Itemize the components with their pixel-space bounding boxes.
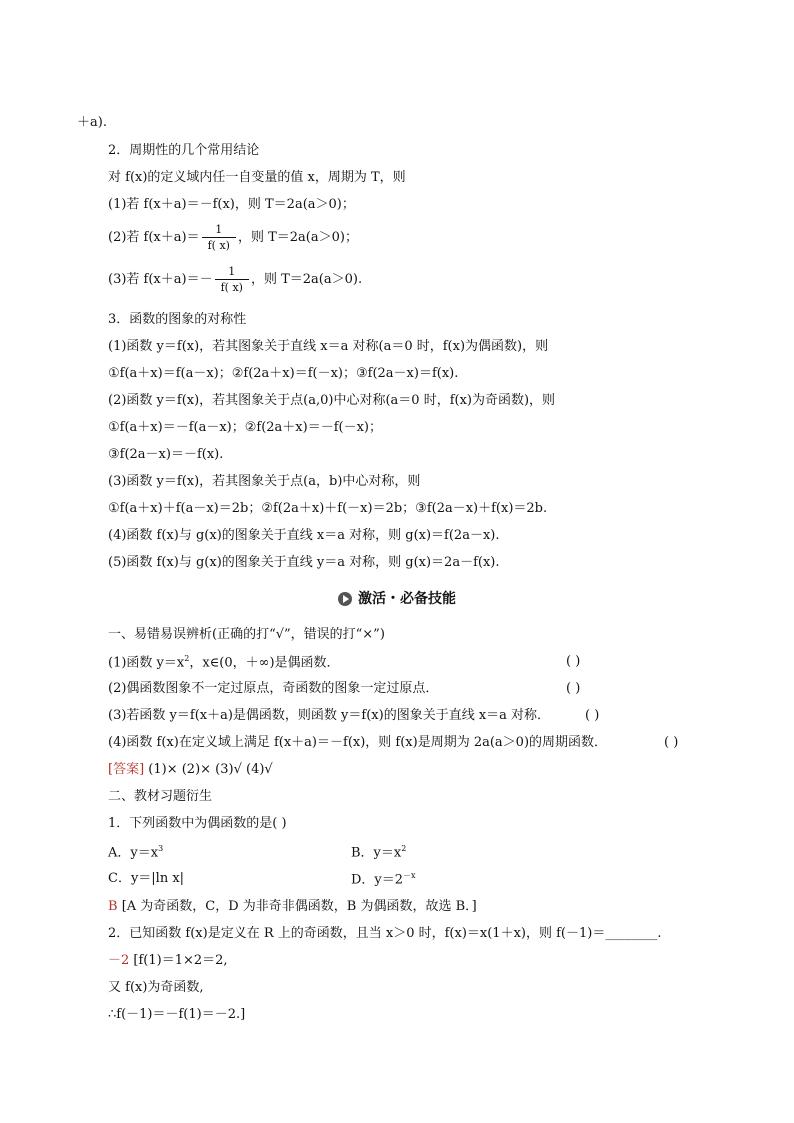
question-line — [108, 655, 340, 669]
answer-label: [答案] — [108, 762, 145, 777]
answer-blank: ( ) — [585, 708, 600, 723]
answer-letter: B — [108, 899, 118, 914]
question-line: 2．已知函数 f(x)是定义在 R 上的奇函数，且当 x＞0 时，f(x)＝x(1＋x)，则 f(－1)＝________. — [108, 926, 662, 941]
question-line: (3)若函数 y＝f(x＋a)是偶函数，则函数 y＝f(x)的图象关于直线 x＝a 对称． — [108, 708, 551, 723]
fraction-line — [108, 224, 358, 251]
part-title: 一、易错易误辨析(正确的打“√”，错误的打“×”) — [108, 627, 385, 642]
answer-line — [108, 954, 228, 967]
answer-line: ∴f(－1)＝－f(1)＝－2.] — [108, 1007, 246, 1022]
answer-line — [108, 763, 273, 776]
text-line: (4)函数 f(x)与 g(x)的图象关于直线 x＝a 对称，则 g(x)＝f(2a－x). — [108, 528, 500, 543]
fraction-denominator: f( x) — [207, 239, 230, 252]
text-part: (3)若 f(x＋a)＝－ — [108, 272, 213, 287]
answer-line — [108, 900, 477, 913]
answer-blank: ( ) — [566, 681, 581, 696]
subheading: 2．周期性的几个常用结论 — [108, 143, 260, 158]
text-line: (1)若 f(x＋a)＝－f(x)，则 T＝2a(a＞0)； — [108, 197, 355, 212]
text-part: D．y＝2 — [351, 872, 404, 888]
part-title: 二、教材习题衍生 — [108, 789, 213, 804]
text-part: ，则 T＝2a(a＞0)； — [237, 230, 358, 245]
question-line: 1．下列函数中为偶函数的是( ) — [108, 816, 287, 831]
text-line: ①f(a＋x)＋f(a－x)＝2b；②f(2a＋x)＋f(－x)＝2b；③f(2a－x)＋f(x)＝2b. — [108, 501, 548, 516]
fraction-numerator: 1 — [215, 266, 249, 280]
question-line: (4)函数 f(x)在定义域上满足 f(x＋a)＝－f(x)，则 f(x)是周期为 2a(a＞0)的周期函数． — [108, 735, 608, 750]
answer-text: (1)× (2)× (3)√ (4)√ — [144, 762, 273, 777]
answer-text: [f(1)＝1×2＝2, — [129, 953, 228, 968]
superscript: 2 — [401, 844, 407, 853]
play-circle-icon — [338, 592, 352, 606]
text-part: B．y＝x — [351, 845, 402, 861]
section-heading-text: 激活・必备技能 — [358, 591, 456, 607]
option-b — [351, 845, 406, 859]
superscript: 2 — [184, 654, 190, 663]
fraction-line — [108, 266, 362, 293]
text-part: ，则 T＝2a(a＞0). — [250, 272, 363, 287]
text-part: ，x∈(0，＋∞)是偶函数． — [189, 655, 340, 671]
answer-text: [A 为奇函数，C，D 为非奇非偶函数，B 为偶函数，故选 B．] — [117, 899, 477, 914]
text-line: ③f(2a－x)＝－f(x). — [108, 447, 224, 462]
text-line: (1)函数 y＝f(x)，若其图象关于直线 x＝a 对称(a＝0 时，f(x)为偶函数)，则 — [108, 339, 549, 354]
fraction-denominator: f( x) — [220, 281, 243, 294]
text-line: ①f(a＋x)＝f(a－x)；②f(2a＋x)＝f(－x)；③f(2a－x)＝f(x). — [108, 366, 459, 381]
question-line: (2)偶函数图象不一定过原点，奇函数的图象一定过原点． — [108, 681, 439, 696]
text-line: (5)函数 f(x)与 g(x)的图象关于直线 y＝a 对称，则 g(x)＝2a－f(x). — [108, 555, 500, 570]
text-part: (2)若 f(x＋a)＝ — [108, 230, 200, 245]
fraction — [202, 224, 236, 251]
option-a — [108, 845, 163, 859]
text-line: (3)函数 y＝f(x)，若其图象关于点(a，b)中心对称，则 — [108, 474, 421, 489]
fraction-numerator: 1 — [202, 224, 236, 238]
superscript: 3 — [158, 844, 164, 853]
answer-line: 又 f(x)为奇函数, — [108, 980, 204, 995]
option-d — [351, 872, 416, 886]
superscript: －x — [403, 871, 416, 880]
fraction — [215, 266, 249, 293]
answer-blank: ( ) — [664, 735, 679, 750]
answer-blank: ( ) — [566, 654, 581, 669]
answer-value: －2 — [108, 953, 130, 968]
text-line: 对 f(x)的定义域内任一自变量的值 x，周期为 T，则 — [108, 170, 406, 185]
text-part: (1)函数 y＝x — [108, 655, 185, 671]
section-heading — [0, 592, 794, 606]
text-line: ①f(a＋x)＝－f(a－x)；②f(2a＋x)＝－f(－x)； — [108, 420, 382, 435]
subheading: 3．函数的图象的对称性 — [108, 312, 247, 327]
text-line: ＋a). — [77, 115, 107, 130]
text-line: (2)函数 y＝f(x)，若其图象关于点(a,0)中心对称(a＝0 时，f(x)为奇函数)，则 — [108, 393, 556, 408]
text-part: A．y＝x — [108, 845, 159, 861]
option-c: C．y＝|ln x| — [108, 871, 185, 886]
